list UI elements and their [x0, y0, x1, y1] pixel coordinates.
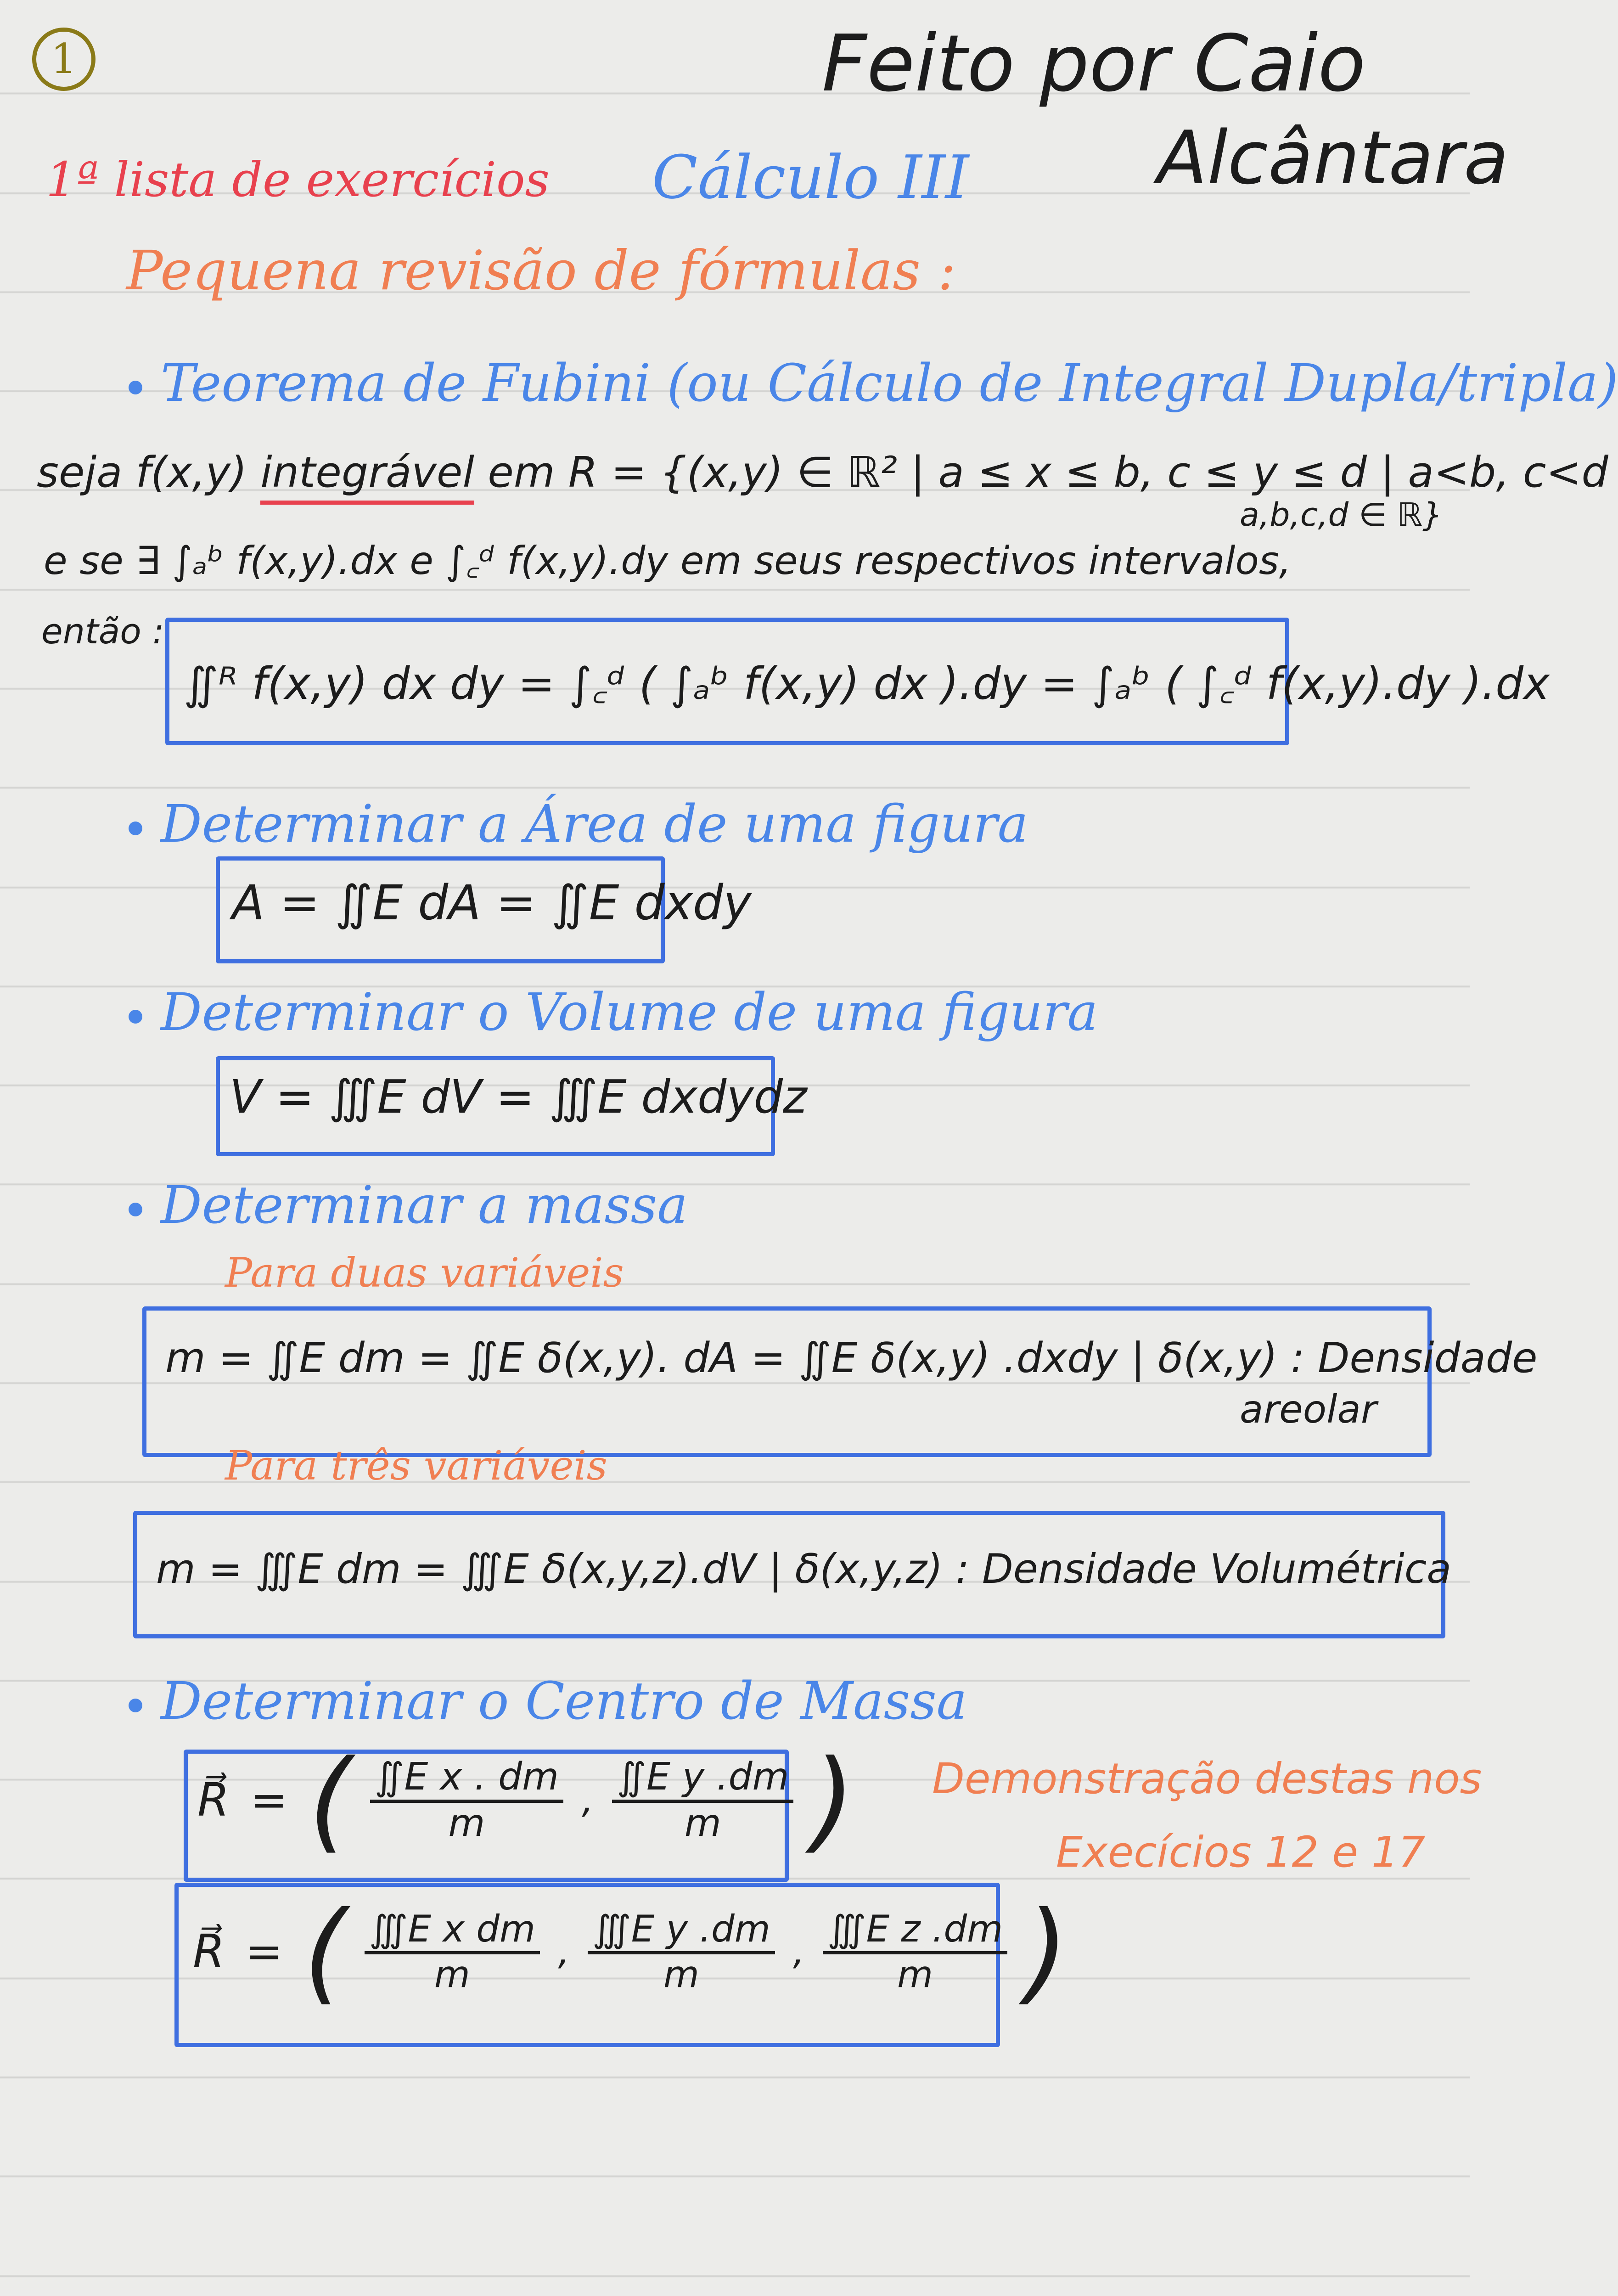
fubini-line1-note: a,b,c,d ∈ ℝ}: [1240, 496, 1443, 534]
right-paren: ): [812, 1736, 855, 1864]
right-paren: ): [1025, 1887, 1069, 2016]
integravel-underlined: integrável: [260, 448, 474, 505]
author-line1: Feito por Caio: [822, 18, 1366, 109]
bullet-icon: [129, 1010, 142, 1024]
center-of-mass-3d-formula: R⃗ = ( $\frac{\text{∭E x dm}}{m}$ , $\frac{\text{∭E y .dm}}{m}$ , $\frac{\text{∭E z .dm}}{m}$ ): [193, 1887, 1069, 2016]
volume-heading: Determinar o Volume de uma figura: [129, 983, 1098, 1042]
fraction-y: $\frac{\text{∭E y .dm}}{m}$: [588, 1911, 775, 1993]
review-subtitle: Pequena revisão de fórmulas :: [126, 239, 956, 302]
list-title: 1ª lista de exercícios: [46, 152, 550, 208]
mass-three-vars-formula: m = ∭E dm = ∭E δ(x,y,z).dV | δ(x,y,z) : Densidade Volumétrica: [156, 1545, 1452, 1593]
demonstration-note-line1: Demonstração destas nos: [932, 1754, 1482, 1803]
center-of-mass-2d-formula: R⃗ = ( $\frac{\text{∬E x . dm}}{m}$ , $\frac{\text{∬E y .dm}}{m}$ ): [197, 1736, 855, 1864]
fraction-x: $\frac{\text{∭E x dm}}{m}$: [365, 1911, 540, 1993]
mass-two-vars-formula: m = ∬E dm = ∬E δ(x,y). dA = ∬E δ(x,y) .dxdy | δ(x,y) : Densidade: [165, 1334, 1538, 1382]
fubini-heading: Teorema de Fubini (ou Cálculo de Integral Dupla/tripla): [129, 354, 1618, 413]
area-formula: A = ∬E dA = ∬E dxdy: [232, 875, 752, 931]
demonstration-note-line2: Execícios 12 e 17: [1056, 1828, 1426, 1877]
author-line2: Alcântara: [1157, 115, 1509, 201]
bullet-icon: [129, 1203, 142, 1216]
course-title: Cálculo III: [652, 142, 969, 212]
two-vars-label: Para duas variáveis: [225, 1249, 624, 1296]
left-paren: (: [303, 1887, 347, 2016]
fubini-line2: e se ∃ ∫ₐᵇ f(x,y).dx e ∫꜀ᵈ f(x,y).dy em seus respectivos intervalos,: [44, 538, 1292, 583]
bullet-icon: [129, 1699, 142, 1712]
center-of-mass-heading: Determinar o Centro de Massa: [129, 1671, 967, 1731]
mass-two-vars-note: areolar: [1240, 1387, 1377, 1432]
fubini-line3: então :: [41, 611, 164, 652]
fubini-formula: ∬ᴿ f(x,y) dx dy = ∫꜀ᵈ ( ∫ₐᵇ f(x,y) dx ).dy = ∫ₐᵇ ( ∫꜀ᵈ f(x,y).dy ).dx: [184, 658, 1550, 709]
fubini-line1: seja f(x,y) integrável em R = {(x,y) ∈ ℝ² | a ≤ x ≤ b, c ≤ y ≤ d | a<b, c<d: [37, 448, 1608, 497]
page-number: 1: [51, 35, 77, 83]
volume-formula: V = ∭E dV = ∭E dxdydz: [230, 1070, 807, 1124]
fraction-x: $\frac{\text{∬E x . dm}}{m}$: [370, 1758, 563, 1842]
bullet-icon: [129, 381, 142, 394]
mass-heading: Determinar a massa: [129, 1176, 688, 1235]
three-vars-label: Para três variáveis: [225, 1442, 607, 1489]
page-number-badge: [32, 28, 96, 91]
r-vector: R⃗: [197, 1773, 230, 1827]
r-vector: R⃗: [193, 1925, 225, 1978]
bullet-icon: [129, 822, 142, 835]
area-heading: Determinar a Área de uma figura: [129, 794, 1028, 854]
fraction-y: $\frac{\text{∬E y .dm}}{m}$: [612, 1758, 793, 1842]
fraction-z: $\frac{\text{∭E z .dm}}{m}$: [823, 1911, 1007, 1993]
left-paren: (: [309, 1736, 352, 1864]
